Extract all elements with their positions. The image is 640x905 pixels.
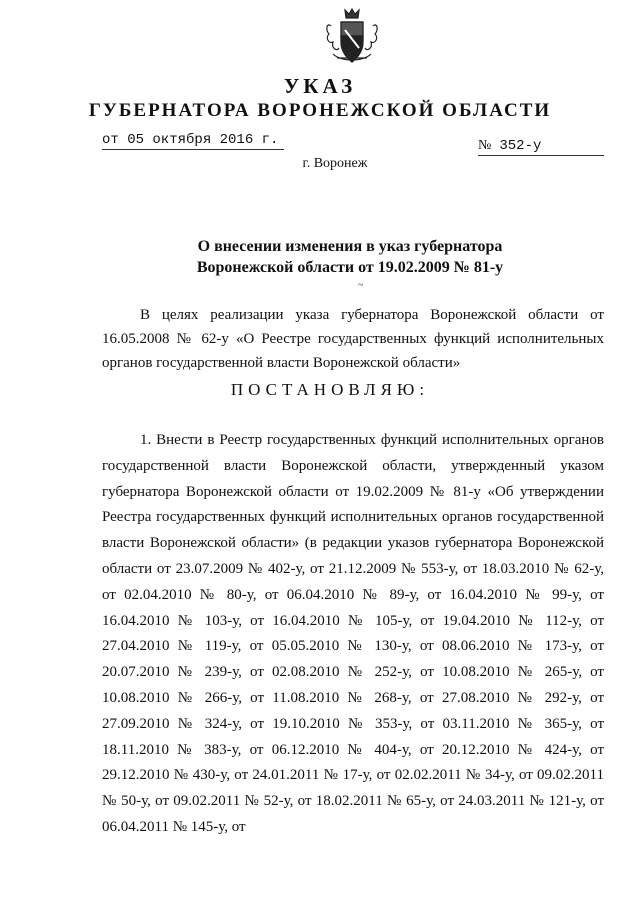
document-subject [150,236,550,278]
document-number [478,138,604,156]
decree-heading: ПОСТАНОВЛЯЮ: [230,380,430,399]
document-type-title: УКАЗ [283,74,357,98]
number-sign: № [478,138,492,153]
issuer-title: ГУБЕРНАТОРА ВОРОНЕЖСКОЙ ОБЛАСТИ [88,100,552,121]
document-date: от 05 октября 2016 г. [102,132,284,150]
subject-line-2: Воронежской области от 19.02.2009 № 81-у [196,259,504,276]
number-value: 352-у [499,138,542,154]
coat-of-arms-emblem [323,6,381,70]
subject-line-1: О внесении изменения в указ губернатора [197,238,503,255]
clause-1-paragraph [102,428,604,841]
preamble-paragraph: В целях реализации указа губернатора Воронежской области от 16.05.2008 № 62-у «О Реестре государственных функций исполнительных органов государственной власти Воронежской области» [102,307,604,371]
scan-mark: ~ [358,280,364,291]
clause-1-text: 1. Внести в Реестр государственных функций исполнительных органов государственной власти Воронежской области, утвержденный указом губернатора Воронежской области от 19.02.2009 № 81-у «Об утверждении Реестра государственных функций исполнительных органов государственной власти Воронежской области» (в редакции указов губернатора Воронежской области от 23.07.2009 № 402-у, от 21.12.2009 № 553-у, от 18.03.2010 № 62-у, от 02.04.2010 № 80-у, от 06.04.2010 № 89-у, от 16.04.2010 № 99-у, от 16.04.2010 № 103-у, от 16.04.2010 № 105-у, от 19.04.2010 № 112-у, от 27.04.2010 № 119-у, от 05.05.2010 № 130-у, от 08.06.2010 № 173-у, от 20.07.2010 № 239-у, от 02.08.2010 № 252-у, от 10.08.2010 № 265-у, от 10.08.2010 № 266-у, от 11.08.2010 № 268-у, от 27.08.2010 № 292-у, от 27.09.2010 № 324-у, от 19.10.2010 № 353-у, от 03.11.2010 № 365-у, от 18.11.2010 № 383-у, от 06.12.2010 № 404-у, от 20.12.2010 № 424-у, от 29.12.2010 № 430-у, от 24.01.2011 № 17-у, от 02.02.2011 № 34-у, от 09.02.2011 № 50-у, от 09.02.2011 № 52-у, от 18.02.2011 № 65-у, от 24.03.2011 № 121-у, от 06.04.2011 № 145-у, от [102,432,604,835]
city-line: г. Воронеж [302,156,368,171]
